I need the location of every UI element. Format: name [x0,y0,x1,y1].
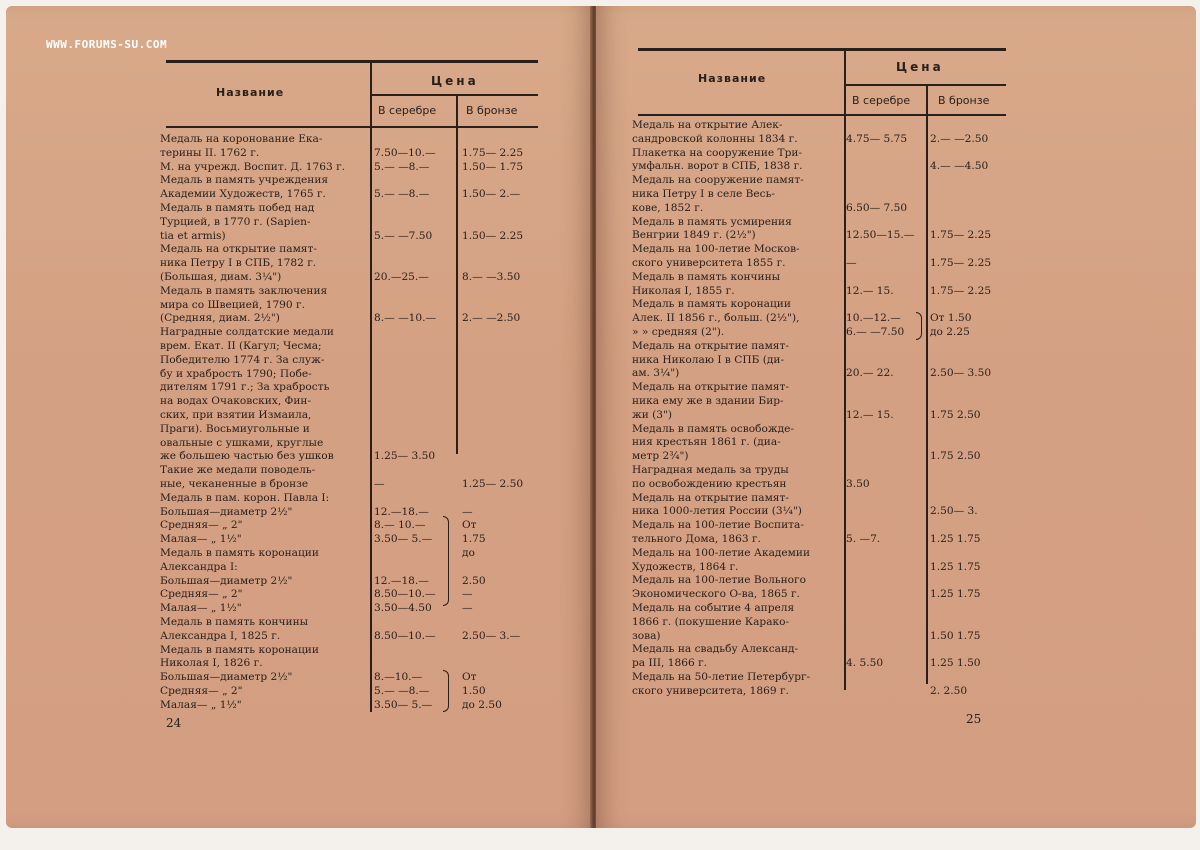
price-bronze: — [462,588,473,601]
table-row [160,629,540,643]
price-bronze: 2.50— 3.50 [930,367,992,380]
table-row [160,463,540,477]
table-row [632,366,1012,380]
price-silver: 8.50—10.— [374,629,436,642]
medal-name: ра III, 1866 г. [632,657,707,670]
table-row [632,587,1012,601]
medal-name: мира со Швецией, 1790 г. [160,298,305,311]
medal-name: жи (3") [632,408,673,421]
medal-name: Наградные солдатские медали [160,326,334,339]
price-silver: 6.50— 7.50 [846,201,908,214]
table-row [632,491,1012,505]
medal-name: метр 2¾") [632,450,689,463]
price-bronze: От [462,671,477,684]
price-silver: 8.— 10.— [374,519,426,532]
table-row [160,422,540,436]
medal-name: Медаль в пам. корон. Павла I: [160,491,330,504]
header-bottom-rule-right [638,114,1006,116]
table-row [160,436,540,450]
price-bronze: 1.50— 2.25 [462,229,524,242]
table-row [160,380,540,394]
medal-name: овальные с ушками, круглые [160,436,324,449]
medal-name: Большая—диаметр 2½" [160,574,293,587]
medal-name: Медаль в память коронации [160,547,319,559]
price-bronze: 2.50 [462,574,486,587]
table-row [160,339,540,353]
medal-name: терины II. 1762 г. [160,146,260,159]
price-silver: 5.— —8.— [374,188,430,201]
bracket-alexander [443,516,449,606]
medal-name: Средняя— „ 2" [160,588,243,601]
medal-name: дителям 1791 г.; За храбрость [160,381,330,394]
medal-name: ского университета 1855 г. [632,257,786,269]
price-bronze: 1.75— 2.25 [462,146,524,159]
medal-name: Медаль на 100-летие Москов- [632,243,800,256]
table-row [160,229,540,243]
table-row [632,518,1012,532]
table-row [632,601,1012,615]
table-row [632,684,1012,698]
medal-name: Николая I, 1855 г. [632,284,735,297]
table-row [632,159,1012,173]
price-bronze: 1.25— 2.50 [462,478,524,490]
price-bronze: От [462,519,477,532]
medal-name: Такие же медали поводель- [160,464,316,477]
table-row [160,367,540,381]
table-row [160,684,540,698]
medal-name: Медаль в память заключения [160,284,328,297]
medal-name: Николая I, 1826 г. [160,657,263,670]
medal-name: Медаль в память коронации [632,298,791,311]
price-bronze: 1.25 1.50 [930,657,981,670]
table-row [632,449,1012,463]
price-bronze: 1.75 2.50 [930,408,981,421]
medal-name: Медаль в память учреждения [160,174,329,187]
price-bronze: 2.— —2.50 [930,132,989,145]
table-row [160,615,540,629]
price-bronze: 2.50— 3.— [462,629,521,642]
price-silver: — [846,257,857,269]
medal-name: ника ему же в здании Бир- [632,395,784,407]
medal-name: Медаль в память кончины [160,616,309,628]
price-silver: 5. —7. [846,533,881,545]
price-bronze: 1.75— 2.25 [930,284,992,297]
price-bronze: 1.50— 1.75 [462,160,524,173]
left-price-table [160,132,540,722]
price-bronze: 1.25 1.75 [930,560,981,573]
price-silver: 3.50— 5.— [374,533,433,546]
price-bronze: 1.50 [462,685,486,697]
table-row [632,132,1012,146]
table-row [632,256,1012,270]
medal-name: Медаль на открытие Алек- [632,119,783,131]
medal-name: Малая— „ 1½" [160,602,242,615]
medal-name: Медаль на свадьбу Александ- [632,643,799,656]
table-row [160,173,540,187]
header-bronze: В бронзе [466,104,518,117]
medal-name: ния крестьян 1861 г. (диа- [632,436,781,449]
price-silver: 4. 5.50 [846,657,884,670]
table-row [160,491,540,505]
table-row [632,477,1012,491]
table-row [632,422,1012,436]
watermark-text: WWW.FORUMS-SU.COM [46,38,168,51]
table-row [160,201,540,215]
table-row [632,146,1012,160]
table-row [632,118,1012,132]
header-name-column-right: Название [698,72,767,85]
table-row [160,242,540,256]
medal-name: Турцией, в 1770 г. (Sapien- [160,215,311,228]
medal-name: Медаль в память освобожде- [632,422,794,435]
price-bronze: до 2.50 [462,698,502,711]
table-row [160,187,540,201]
price-bronze: до 2.25 [930,326,970,338]
table-row [160,601,540,615]
medal-name: Малая— „ 1½" [160,698,242,711]
price-silver: 7.50—10.— [374,146,436,159]
table-row [632,215,1012,229]
price-silver: 8.—10.— [374,671,423,684]
medal-name: кове, 1852 г. [632,201,704,214]
medal-name: Венгрии 1849 г. (2½") [632,229,756,242]
bracket-nicholas [443,670,449,712]
medal-name: tia et armis) [160,229,226,242]
right-page [596,6,1196,828]
medal-name: умфальн. ворот в СПБ, 1838 г. [632,160,803,173]
table-row [160,256,540,270]
price-silver: 12.—18.— [374,574,429,587]
table-row [632,187,1012,201]
medal-name: по освобождению крестьян [632,477,787,490]
medal-name: Медаль в память коронации [160,643,319,656]
price-bronze: — [462,505,473,518]
price-bronze: — [462,602,473,615]
price-silver: 12.— 15. [846,284,894,297]
medal-name: Александра I: [160,560,238,573]
table-row [160,160,540,174]
table-row [160,394,540,408]
price-bronze: 1.50— 2.— [462,188,521,201]
medal-name: 1866 г. (покушение Каракo- [632,615,790,628]
price-bronze: 2.— —2.50 [462,312,521,325]
medal-name: Медаль на 100-летие Воспита- [632,519,804,532]
left-page [6,6,592,828]
medal-name: Экономического О-ва, 1865 г. [632,588,800,601]
price-bronze: 1.75— 2.25 [930,229,992,242]
medal-name: Медаль в память кончины [632,270,781,283]
medal-name: Медаль на 50-летие Петербург- [632,671,811,683]
table-row [160,532,540,546]
table-row [632,560,1012,574]
header-price: Цена [431,74,479,88]
price-silver: 5.— —7.50 [374,229,433,242]
table-row [632,380,1012,394]
price-silver: 4.75— 5.75 [846,132,908,145]
medal-name: ского университета, 1869 г. [632,684,789,697]
table-row [160,298,540,312]
table-row [160,408,540,422]
table-row [160,215,540,229]
medal-name: Медаль в память усмирения [632,215,792,228]
medal-name: ам. 3¼") [632,367,680,380]
table-row [632,670,1012,684]
medal-name: врем. Екат. II (Кагул; Чесма; [160,340,322,352]
price-silver: 1.25— 3.50 [374,450,436,463]
medal-name: Малая— „ 1½" [160,533,242,546]
price-bronze: 1.50 1.75 [930,629,981,642]
price-silver: — [374,478,385,490]
header-bronze-right: В бронзе [938,94,990,107]
table-row [160,132,540,146]
table-row [632,656,1012,670]
medal-name: » » средняя (2"). [632,326,725,338]
table-row [632,463,1012,477]
medal-name: Средняя— „ 2" [160,519,243,532]
medal-name: Медаль на 100-летие Вольного [632,574,806,587]
header-silver-right: В серебре [852,94,911,107]
medal-name: ских, при взятии Измаила, [160,409,312,421]
medal-name: Медаль на коронование Ека- [160,133,323,145]
table-row [632,201,1012,215]
medal-name: Академии Художеств, 1765 г. [160,188,326,201]
header-name-column: Название [216,86,285,99]
header-bottom-rule [166,126,538,128]
table-row [632,573,1012,587]
table-row [160,587,540,601]
medal-name: Медаль на событие 4 апреля [632,602,795,614]
table-row [632,629,1012,643]
table-row [160,449,540,463]
medal-name: (Средняя, диам. 2½") [160,312,280,325]
medal-name: Художеств, 1864 г. [632,560,739,573]
table-row [632,353,1012,367]
medal-name: Медаль на открытие памят- [632,339,789,352]
price-bronze: 1.75 2.50 [930,450,981,463]
table-row [160,505,540,519]
medal-name: бу и храбрость 1790; Побе- [160,367,312,380]
price-silver: 3.50—4.50 [374,602,432,615]
table-row [160,560,540,574]
table-top-rule-right [638,48,1006,51]
medal-name: Алек. II 1856 г., больш. (2½"), [632,312,800,325]
price-silver: 12.—18.— [374,505,429,518]
medal-name: Медаль на открытие памят- [632,491,789,504]
price-silver: 6.— —7.50 [846,326,905,338]
price-silver: 12.— 15. [846,408,894,421]
table-row [632,270,1012,284]
medal-name: на водах Очаковских, Фин- [160,395,312,408]
price-silver: 10.—12.— [846,312,901,325]
price-bronze: 2. 2.50 [930,684,968,697]
right-price-table [632,118,1012,708]
medal-name: М. на учрежд. Воспит. Д. 1763 г. [160,160,346,173]
table-row [160,325,540,339]
medal-name: Большая—диаметр 2½" [160,671,293,684]
price-bronze: 1.75 [462,533,486,546]
price-silver: 20.—25.— [374,271,429,283]
medal-name: Александра I, 1825 г. [160,629,281,642]
medal-name: Праги). Восьмиугольные и [160,422,310,435]
table-row [160,698,540,712]
price-bronze: 1.75— 2.25 [930,257,992,269]
price-silver: 5.— —8.— [374,685,430,697]
price-bronze: до [462,547,475,559]
table-row [632,546,1012,560]
table-row [632,532,1012,546]
table-row [632,504,1012,518]
table-row [160,353,540,367]
table-row [632,311,1012,325]
header-price-right: Цена [896,60,944,74]
table-row [632,297,1012,311]
table-row [160,518,540,532]
medal-name: Наградная медаль за труды [632,464,789,476]
table-row [632,408,1012,422]
medal-name: зова) [632,629,661,642]
medal-name: Плакетка на сооружение Три- [632,146,803,159]
table-row [632,615,1012,629]
medal-name: Медаль в память побед над [160,202,315,214]
price-bronze: От 1.50 [930,312,972,325]
table-row [160,311,540,325]
price-bronze: 2.50— 3. [930,505,978,518]
table-row [632,228,1012,242]
page-number-right: 25 [966,712,982,726]
table-row [632,284,1012,298]
table-row [632,325,1012,339]
price-silver: 5.— —8.— [374,160,430,173]
medal-name: ника Петру I в СПБ, 1782 г. [160,257,317,270]
table-row [160,477,540,491]
price-silver: 3.50 [846,477,870,490]
price-bronze: 1.25 1.75 [930,588,981,601]
table-row [160,670,540,684]
table-row [632,394,1012,408]
table-row [632,339,1012,353]
price-silver: 20.— 22. [846,367,894,380]
medal-name: Средняя— „ 2" [160,685,243,697]
table-row [632,642,1012,656]
table-row [632,173,1012,187]
price-silver: 8.— —10.— [374,312,437,325]
medal-name: сандровской колонны 1834 г. [632,132,798,145]
price-bronze: 8.— —3.50 [462,271,521,283]
table-row [160,546,540,560]
price-bronze: 1.25 1.75 [930,533,981,545]
table-row [632,242,1012,256]
table-row [160,656,540,670]
price-silver: 8.50—10.— [374,588,436,601]
medal-name: Медаль на открытие памят- [632,381,789,394]
table-top-rule [166,60,538,63]
medal-name: Победителю 1774 г. За служ- [160,353,325,366]
medal-name: ника Петру I в селе Весь- [632,188,775,200]
table-row [160,270,540,284]
table-row [160,284,540,298]
table-row [160,574,540,588]
medal-name: тельного Дома, 1863 г. [632,533,761,545]
price-bronze: 4.— —4.50 [930,160,989,173]
medal-name: же большею частью без ушков [160,450,334,463]
medal-name: ные, чеканенные в бронзе [160,478,309,490]
table-row [632,435,1012,449]
header-price-divider [372,94,538,96]
table-row [160,146,540,160]
medal-name: Медаль на сооружение памят- [632,174,804,187]
page-number-left: 24 [166,716,182,730]
medal-name: ника 1000-летия России (3¼") [632,505,802,518]
price-silver: 12.50—15.— [846,229,915,242]
medal-name: Медаль на открытие памят- [160,243,317,256]
price-silver: 3.50— 5.— [374,698,433,711]
medal-name: (Большая, диам. 3¼") [160,271,282,283]
bracket-alexander-ii [916,312,922,340]
medal-name: Большая—диаметр 2½" [160,505,293,518]
medal-name: Медаль на 100-летие Академии [632,546,811,559]
table-row [160,643,540,657]
header-silver: В серебре [378,104,437,117]
medal-name: ника Николаю I в СПБ (ди- [632,353,785,366]
